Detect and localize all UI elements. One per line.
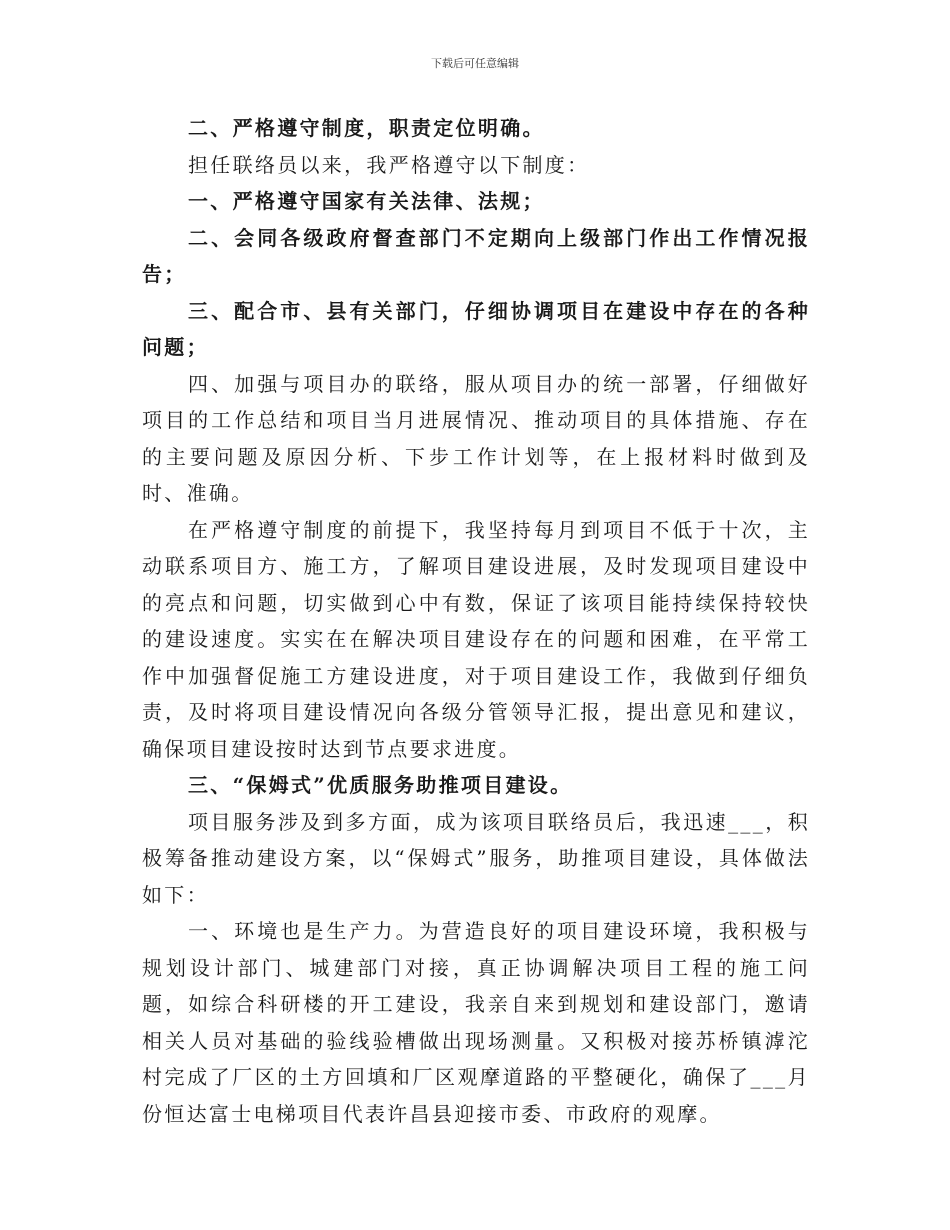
document-body <box>142 110 810 1132</box>
page-header: 下载后可任意编辑 <box>431 57 519 70</box>
paragraph-body-1: 在严格遵守制度的前提下，我坚持每月到项目不低于十次，主动联系项目方、施工方，了解项目建设进展，及时发现项目建设中的亮点和问题，切实做到心中有数，保证了该项目能持续保持较快的建设速度。实实在在解决项目建设存在的问题和困难，在平常工作中加强督促施工方建设进度，对于项目建设工作，我做到仔细负责，及时将项目建设情况向各级分管领导汇报，提出意见和建议，确保项目建设按时达到节点要求进度。 <box>142 517 810 761</box>
paragraph-intro: 担任联络员以来，我严格遵守以下制度： <box>188 152 590 177</box>
paragraph-body-2: 项目服务涉及到多方面，成为该项目联络员后，我迅速___，积极筹备推动建设方案，以“保姆式”服务，助推项目建设，具体做法如下： <box>142 809 810 907</box>
rule-item-1: 一、严格遵守国家有关法律、法规； <box>188 189 545 213</box>
section-heading-2: 二、严格遵守制度，职责定位明确。 <box>188 116 545 140</box>
rule-item-3: 三、配合市、县有关部门，仔细协调项目在建设中存在的各种问题； <box>142 298 810 359</box>
section-heading-3: 三、“保姆式”优质服务助推项目建设。 <box>188 773 573 797</box>
rule-item-4: 四、加强与项目办的联络，服从项目办的统一部署，仔细做好项目的工作总结和项目当月进展情况、推动项目的具体措施、存在的主要问题及原因分析、下步工作计划等，在上报材料时做到及时、准确。 <box>142 371 810 505</box>
paragraph-body-3: 一、环境也是生产力。为营造良好的项目建设环境，我积极与规划设计部门、城建部门对接，真正协调解决项目工程的施工问题，如综合科研楼的开工建设，我亲自来到规划和建设部门，邀请相关人员对基础的验线验槽做出现场测量。又积极对接苏桥镇滹沱村完成了厂区的土方回填和厂区观摩道路的平整硬化，确保了___月份恒达富士电梯项目代表许昌县迎接市委、市政府的观摩。 <box>142 919 810 1126</box>
rule-item-2: 二、会同各级政府督查部门不定期向上级部门作出工作情况报告； <box>142 225 810 286</box>
